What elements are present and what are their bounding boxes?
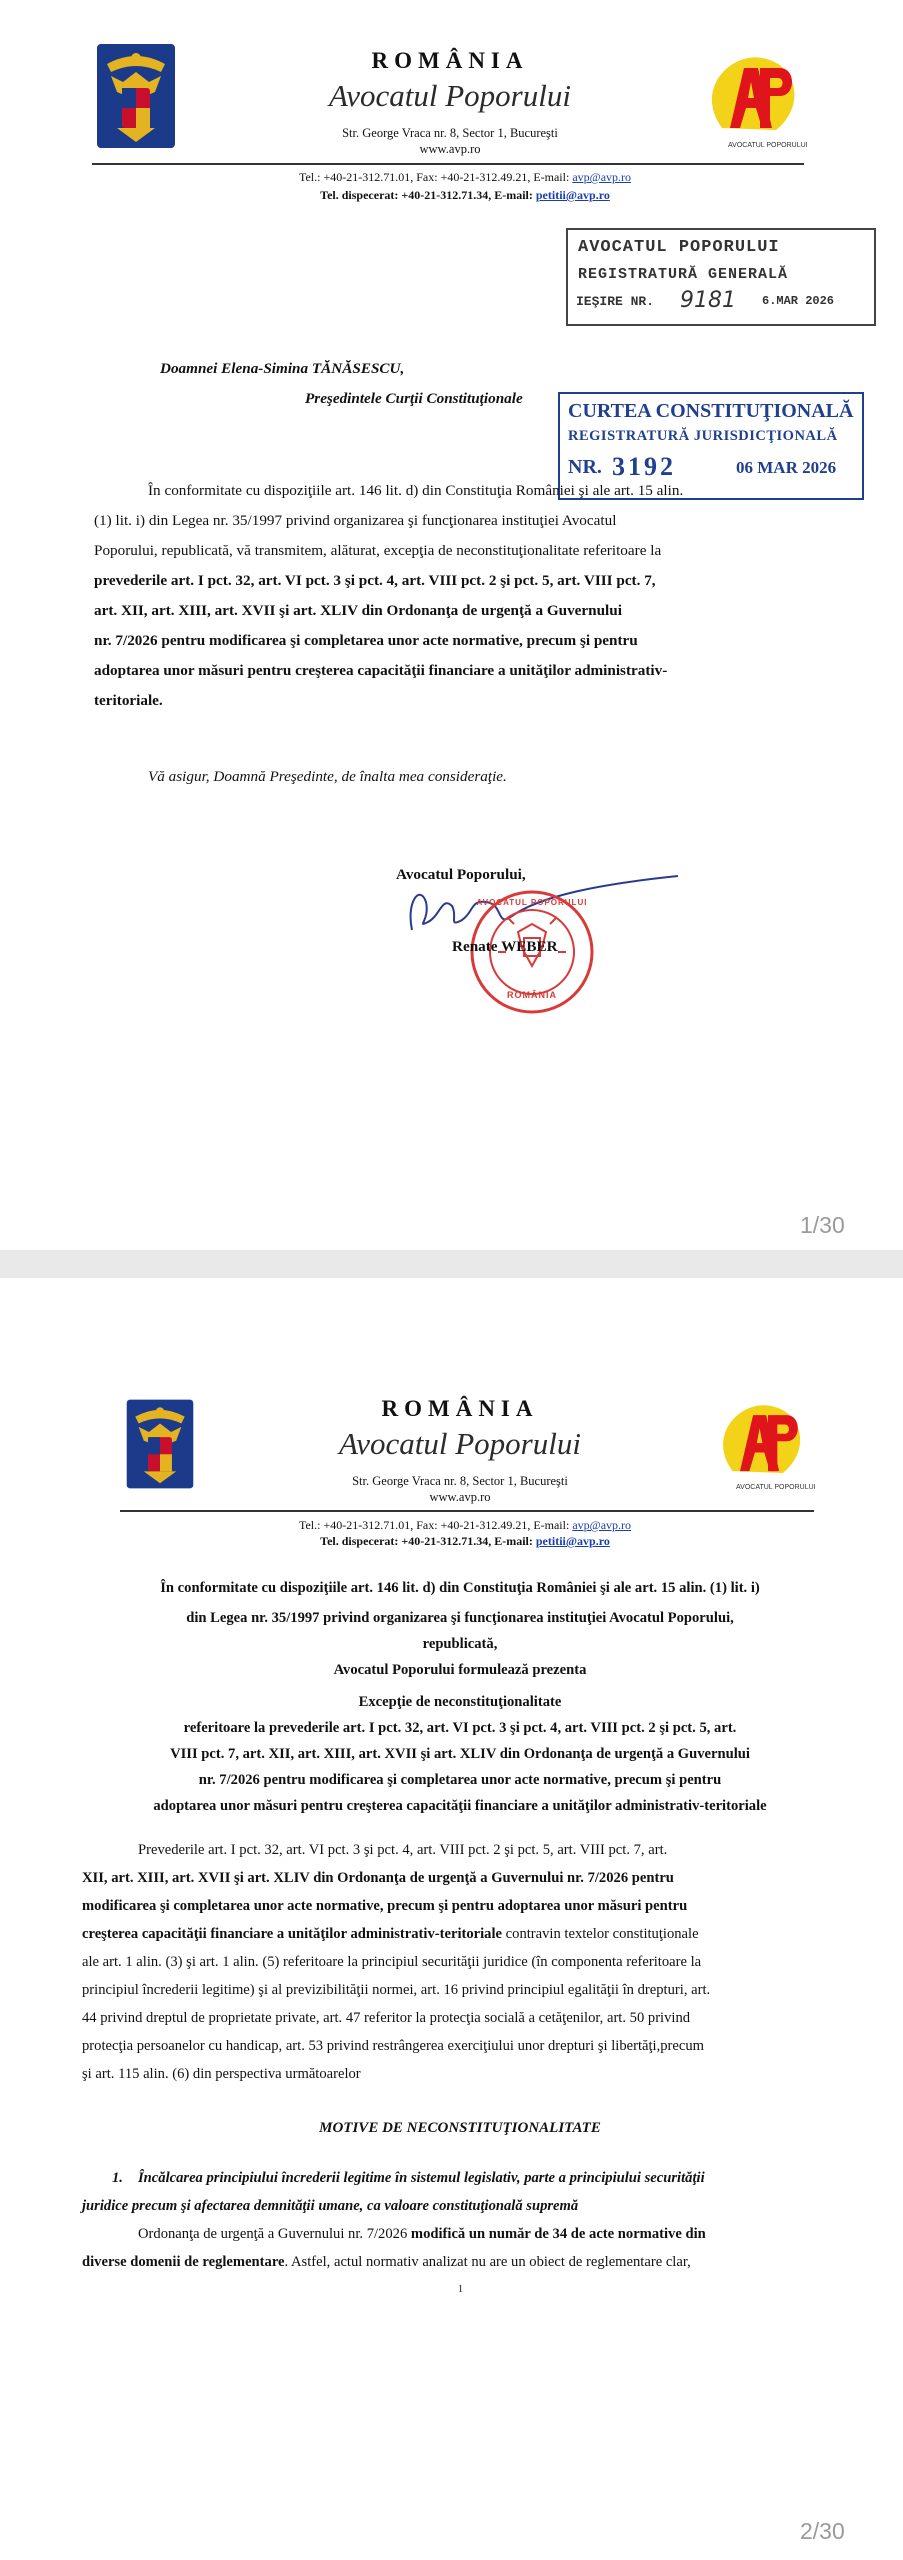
motive-heading: MOTIVE DE NECONSTITUŢIONALITATE bbox=[319, 2120, 601, 2136]
seal-bottom-text: ROMÂNIA bbox=[507, 990, 557, 1000]
header-country: ROMÂNIA bbox=[371, 48, 529, 73]
exception-title-line-4: nr. 7/2026 pentru modificarea şi completarea unor acte normative, precum şi pentru bbox=[198, 1772, 722, 1788]
ap-logo-caption: AVOCATUL POPORULUI bbox=[736, 1484, 816, 1491]
email-link-avp[interactable]: avp@avp.ro bbox=[572, 1518, 632, 1532]
header-address: Str. George Vraca nr. 8, Sector 1, Bucureşti bbox=[352, 1474, 568, 1488]
stamp-ccr-number: 3192 bbox=[612, 452, 676, 481]
p1-line-7: adoptarea unor măsuri pentru creşterea capacităţii financiare a unităţilor administrativ- bbox=[94, 662, 668, 679]
email-link-petitii[interactable]: petitii@avp.ro bbox=[535, 188, 610, 202]
header-institution: Avocatul Poporului bbox=[339, 1426, 581, 1461]
page-number-2: 2/30 bbox=[800, 2518, 845, 2544]
p1-line-8: teritoriale. bbox=[94, 692, 163, 709]
last-line-2-normal: . Astfel, actul normativ analizat nu are un obiect de reglementare clar, bbox=[284, 2254, 691, 2270]
ap-logo-caption: AVOCATUL POPORULUI bbox=[728, 142, 808, 149]
coat-of-arms-icon bbox=[95, 42, 177, 150]
last-paragraph-line-2 bbox=[82, 2250, 691, 2275]
intro-line-4: Avocatul Poporului formulează prezenta bbox=[333, 1662, 587, 1678]
seal-text: AVOCATUL POPORULUI bbox=[476, 898, 588, 907]
last-paragraph-line-1 bbox=[138, 2222, 706, 2247]
stamp-ccr-line1: CURTEA CONSTITUŢIONALĂ bbox=[568, 400, 854, 422]
ap-logo-icon bbox=[712, 1398, 810, 1492]
email-link-avp[interactable]: avp@avp.ro bbox=[572, 170, 632, 184]
body-line-6: principiul încrederii legitime) şi al previzibilităţii normei, art. 16 privind principiul egalităţii în drepturi, art. bbox=[82, 1982, 711, 1998]
stamp-avp-registry bbox=[566, 228, 876, 326]
contact-phones: Tel.: +40-21-312.71.01, Fax: +40-21-312.49.21, E-mail: bbox=[298, 1518, 573, 1532]
page-separator bbox=[0, 1250, 903, 1278]
header-divider bbox=[92, 163, 804, 165]
body-line-2: XII, art. XIII, art. XVII şi art. XLIV din Ordonanţa de urgenţă a Guvernului nr. 7/2026 pentru bbox=[82, 1870, 674, 1886]
stamp-avp-date: 6.MAR 2026 bbox=[762, 294, 835, 308]
p1-line-6: nr. 7/2026 pentru modificarea şi completarea unor acte normative, precum şi pentru bbox=[94, 632, 638, 649]
header-contact-line-1 bbox=[230, 170, 700, 185]
signature-title: Avocatul Poporului, bbox=[396, 866, 526, 883]
stamp-avp-line1: AVOCATUL POPORULUI bbox=[578, 238, 780, 257]
p1-line-3: Poporului, republicată, vă transmitem, alăturat, excepţia de neconstituţionalitate referitoare la bbox=[94, 542, 662, 559]
intro-line-3: republicată, bbox=[422, 1636, 498, 1652]
exception-title-line-5: adoptarea unor măsuri pentru creşterea capacităţii financiare a unităţilor administrativ-teritoriale bbox=[153, 1798, 767, 1814]
body-line-4 bbox=[82, 1922, 699, 1947]
addressee-name: Doamnei Elena-Simina TĂNĂSESCU, bbox=[160, 360, 405, 377]
contact-dispatcher: Tel. dispecerat: +40-21-312.71.34, E-mail: bbox=[320, 1534, 536, 1548]
section-1-number: 1. bbox=[112, 2170, 123, 2186]
ap-logo-icon bbox=[700, 50, 805, 150]
header-country: ROMÂNIA bbox=[381, 1396, 539, 1421]
p1-line-4: prevederile art. I pct. 32, art. VI pct. 3 şi pct. 4, art. VIII pct. 2 şi pct. 5, art. VIII pct. 7, bbox=[94, 572, 656, 589]
body-line-3: modificarea şi completarea unor acte normative, precum şi pentru adoptarea unor măsuri pentru bbox=[82, 1898, 688, 1914]
body-line-5: ale art. 1 alin. (3) şi art. 1 alin. (5) referitoare la principiul securităţii juridice (în componenta referitoare la bbox=[82, 1954, 702, 1970]
section-1-title-line-1: Încălcarea principiului încrederii legitime în sistemul legislativ, parte a principiului securităţii bbox=[138, 2170, 705, 2186]
header-contact-line-2 bbox=[230, 188, 700, 203]
last-line-1-bold: modifică un număr de 34 de acte normative din bbox=[410, 2226, 706, 2242]
email-link-petitii[interactable]: petitii@avp.ro bbox=[535, 1534, 610, 1548]
intro-line-1: În conformitate cu dispoziţiile art. 146 lit. d) din Constituţia României şi ale art. 15 alin. (1) lit. i) bbox=[160, 1580, 760, 1596]
addressee-title: Preşedintele Curţii Constituţionale bbox=[305, 390, 523, 407]
intro-line-2: din Legea nr. 35/1997 privind organizarea şi funcţionarea instituţiei Avocatul Poporului, bbox=[186, 1610, 734, 1626]
exception-title: Excepţie de neconstituţionalitate bbox=[358, 1694, 562, 1710]
body-line-7: 44 privind dreptul de proprietate private, art. 47 referitor la protecţia socială a cetăţenilor, art. 50 privind bbox=[82, 2010, 691, 2026]
contact-phones: Tel.: +40-21-312.71.01, Fax: +40-21-312.49.21, E-mail: bbox=[298, 170, 573, 184]
document-page-1 bbox=[0, 0, 903, 1250]
page-number-1: 1/30 bbox=[800, 1212, 845, 1238]
body-line-4-bold: creşterea capacităţii financiare a unităţilor administrativ-teritoriale bbox=[82, 1926, 503, 1942]
body-line-9: şi art. 115 alin. (6) din perspectiva următoarelor bbox=[82, 2066, 361, 2082]
footer-mark: 1 bbox=[458, 2284, 463, 2295]
closing-formula: Vă asigur, Doamnă Preşedinte, de înalta mea consideraţie. bbox=[148, 768, 507, 785]
exception-title-line-3: VIII pct. 7, art. XII, art. XIII, art. XVII şi art. XLIV din Ordonanţa de urgenţă a Guvernului bbox=[170, 1746, 750, 1762]
section-1-title-line-2: juridice precum şi afectarea demnităţii umane, ca valoare constituţională supremă bbox=[82, 2198, 579, 2214]
body-line-8: protecţia persoanelor cu handicap, art. 53 privind restrângerea exerciţiului unor drepturi şi libertăţi,precum bbox=[82, 2038, 705, 2054]
header-contact-line-1 bbox=[220, 1518, 710, 1533]
p1-line-2: (1) lit. i) din Legea nr. 35/1997 privind organizarea şi funcţionarea instituţiei Avocatul bbox=[94, 512, 617, 529]
p1-line-5: art. XII, art. XIII, art. XVII şi art. XLIV din Ordonanţa de urgenţă a Guvernului bbox=[94, 602, 622, 619]
stamp-ccr-date: 06 MAR 2026 bbox=[736, 458, 837, 477]
last-line-1-normal: Ordonanţa de urgenţă a Guvernului nr. 7/2026 bbox=[138, 2226, 411, 2242]
header-divider bbox=[120, 1510, 814, 1512]
stamp-ccr-label: NR. bbox=[568, 456, 602, 478]
document-page-2 bbox=[0, 1278, 903, 2560]
p1-line-1: În conformitate cu dispoziţiile art. 146 lit. d) din Constituţia României şi ale art. 15 alin. bbox=[148, 482, 684, 499]
coat-of-arms-icon bbox=[125, 1396, 195, 1492]
header-website: www.avp.ro bbox=[419, 142, 481, 156]
header-institution: Avocatul Poporului bbox=[329, 78, 571, 113]
contact-dispatcher: Tel. dispecerat: +40-21-312.71.34, E-mail: bbox=[320, 188, 536, 202]
body-line-4-rest: contravin textelor constituţionale bbox=[502, 1926, 699, 1942]
signature-name: Renate WEBER bbox=[452, 938, 558, 955]
stamp-avp-number: 9181 bbox=[680, 288, 736, 313]
header-website: www.avp.ro bbox=[429, 1490, 491, 1504]
body-line-1: Prevederile art. I pct. 32, art. VI pct. 3 şi pct. 4, art. VIII pct. 2 şi pct. 5, art. VIII pct. 7, art. bbox=[138, 1842, 668, 1858]
last-line-2-bold: diverse domenii de reglementare bbox=[82, 2254, 285, 2270]
exception-title-line-2: referitoare la prevederile art. I pct. 32, art. VI pct. 3 şi pct. 4, art. VIII pct. 2 şi pct. 5, art. bbox=[183, 1720, 737, 1736]
stamp-avp-line2: REGISTRATURĂ GENERALĂ bbox=[578, 266, 789, 283]
header-contact-line-2 bbox=[220, 1534, 710, 1549]
stamp-ccr-line2: REGISTRATURĂ JURISDICŢIONALĂ bbox=[568, 428, 838, 444]
stamp-avp-label: IEŞIRE NR. bbox=[576, 294, 655, 309]
header-address: Str. George Vraca nr. 8, Sector 1, Bucureşti bbox=[342, 126, 558, 140]
